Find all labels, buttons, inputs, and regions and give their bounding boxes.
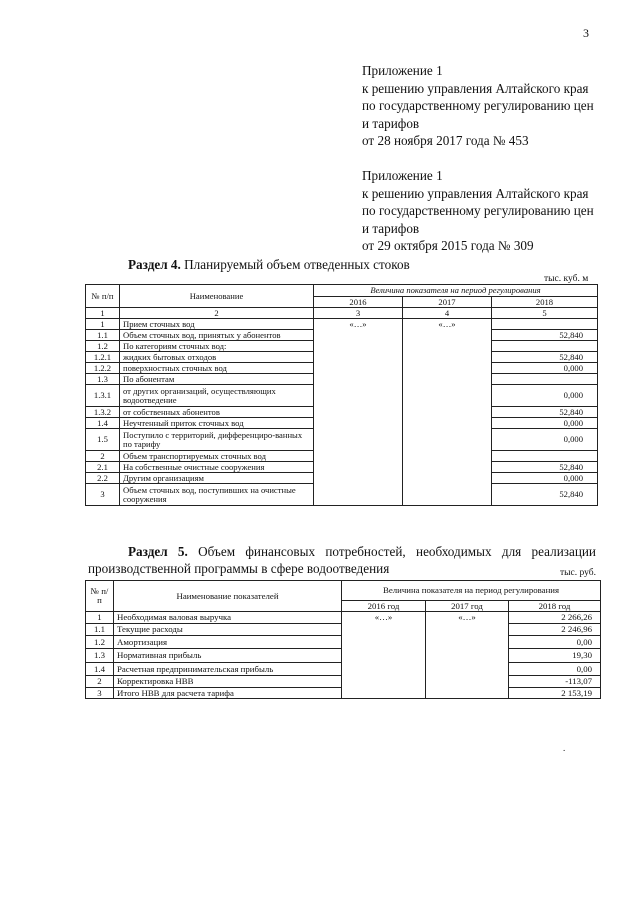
value-2016 [314,352,403,363]
row-name: Нормативная прибыль [114,649,342,663]
row-number: 1.3 [86,374,120,385]
value-2017 [403,429,492,451]
row-name: Объем транспортируемых сточных вод [120,451,314,462]
section5-title [88,543,596,577]
appendix-line: и тарифов [362,115,420,131]
table-row [86,451,598,462]
value-2018: 52,840 [492,462,598,473]
section4-table [85,284,598,506]
header-name: Наименование [120,285,314,308]
table-row [86,374,598,385]
table-row [86,330,598,341]
value-2016 [314,473,403,484]
row-number: 1.2 [86,636,114,649]
table-row [86,676,601,688]
value-2018 [492,341,598,352]
row-name: Расчетная предпринимательская прибыль [114,663,342,676]
value-2018: 0,00 [509,663,601,676]
column-number: 5 [492,308,598,319]
value-2017 [403,451,492,462]
value-2017 [426,688,509,699]
row-number: 2.1 [86,462,120,473]
value-2018: 52,840 [492,484,598,506]
value-2017 [403,407,492,418]
section4-unit: тыс. куб. м [544,274,589,284]
row-name: поверхностных сточных вод [120,363,314,374]
appendix-current [362,62,594,150]
appendix-line: от 29 октября 2015 года № 309 [362,238,534,253]
value-2017 [426,636,509,649]
row-number: 1.5 [86,429,120,451]
value-2018: -113,07 [509,676,601,688]
header-year: 2016 [314,297,403,308]
appendix-line: и тарифов [362,220,420,236]
row-number: 2 [86,676,114,688]
table-row [86,473,598,484]
row-name: На собственные очистные сооружения [120,462,314,473]
row-number: 1.2 [86,341,120,352]
appendix-line: по государственному регулированию цен [362,203,594,218]
value-2018 [492,451,598,462]
row-number: 1.1 [86,330,120,341]
section4-title [128,257,410,273]
value-2016 [342,624,426,636]
value-2016 [342,636,426,649]
appendix-line: по государственному регулированию цен [362,98,594,113]
header-year: 2018 год [509,601,601,612]
header-period: Величина показателя на период регулирования [314,285,598,297]
value-2018: 0,000 [492,473,598,484]
value-2016 [314,385,403,407]
row-name: от собственных абонентов [120,407,314,418]
table-row [86,341,598,352]
section5-title-text: Объем финансовых потребностей, необходимых для реализации производственной программы в сфере водоотведения [88,544,596,576]
row-number: 1 [86,612,114,624]
value-2017 [403,352,492,363]
column-number: 1 [86,308,120,319]
row-number: 2.2 [86,473,120,484]
column-number: 2 [120,308,314,319]
value-2018: 2 153,19 [509,688,601,699]
table-row [86,636,601,649]
value-2016 [314,407,403,418]
row-name: жидких бытовых отходов [120,352,314,363]
value-2018: 0,000 [492,363,598,374]
value-2017 [403,484,492,506]
table-row [86,649,601,663]
header-name: Наименование показателей [114,581,342,612]
header-num: № п/п [86,285,120,308]
appendix-line: Приложение 1 [362,63,443,78]
value-2016 [342,688,426,699]
table-row [86,612,601,624]
value-2016 [314,341,403,352]
value-2018: 0,000 [492,418,598,429]
row-name: Поступило с территорий, дифференциро-ванных по тарифу [120,429,314,451]
table-row [86,363,598,374]
row-name: Объем сточных вод, принятых у абонентов [120,330,314,341]
value-2017 [403,418,492,429]
row-name: Прием сточных вод [120,319,314,330]
row-number: 1.2.1 [86,352,120,363]
appendix-previous [362,167,594,255]
value-2016 [314,418,403,429]
value-2016 [342,649,426,663]
appendix-line: к решению управления Алтайского края [362,80,589,96]
table-row [86,385,598,407]
row-name: По категориям сточных вод: [120,341,314,352]
value-2018: 52,840 [492,407,598,418]
table-row [86,462,598,473]
table-row [86,429,598,451]
value-2017: «…» [426,612,509,624]
table-row [86,624,601,636]
row-name: Текущие расходы [114,624,342,636]
row-name: Необходимая валовая выручка [114,612,342,624]
row-number: 1.4 [86,663,114,676]
header-year: 2016 год [342,601,426,612]
row-name: Другим организациям [120,473,314,484]
appendix-line: к решению управления Алтайского края [362,185,589,201]
row-name: Амортизация [114,636,342,649]
row-name: По абонентам [120,374,314,385]
value-2017 [403,330,492,341]
value-2018: 0,00 [509,636,601,649]
value-2016 [342,676,426,688]
row-number: 2 [86,451,120,462]
header-period: Величина показателя на период регулирования [342,581,601,601]
table-row [86,352,598,363]
value-2018: 52,840 [492,330,598,341]
table-row [86,663,601,676]
row-name: от других организаций, осуществляющих водоотведение [120,385,314,407]
value-2016 [342,663,426,676]
row-name: Корректировка НВВ [114,676,342,688]
value-2018 [492,374,598,385]
appendix-line: Приложение 1 [362,168,443,183]
header-num: № п/п [86,581,114,612]
section4-title-text: Планируемый объем отведенных стоков [180,257,410,272]
section5-unit: тыс. руб. [560,568,596,578]
value-2017 [426,624,509,636]
value-2017 [426,663,509,676]
value-2017 [403,374,492,385]
table-row [86,688,601,699]
row-number: 1 [86,319,120,330]
value-2016 [314,363,403,374]
row-number: 1.3 [86,649,114,663]
row-number: 1.1 [86,624,114,636]
value-2018: 0,000 [492,429,598,451]
row-number: 3 [86,688,114,699]
value-2017 [426,649,509,663]
section5-title-number: Раздел 5. [128,544,188,559]
value-2018: 2 246,96 [509,624,601,636]
value-2016: «…» [314,319,403,330]
row-number: 1.2.2 [86,363,120,374]
column-number: 4 [403,308,492,319]
header-year: 2018 [492,297,598,308]
value-2017 [403,473,492,484]
row-number: 3 [86,484,120,506]
value-2017 [403,385,492,407]
value-2018: 52,840 [492,352,598,363]
value-2016 [314,429,403,451]
value-2018 [492,319,598,330]
row-name: Итого НВВ для расчета тарифа [114,688,342,699]
header-year: 2017 [403,297,492,308]
table-row [86,484,598,506]
appendix-line: от 28 ноября 2017 года № 453 [362,133,529,148]
value-2016 [314,462,403,473]
column-number: 3 [314,308,403,319]
section4-title-number: Раздел 4. [128,257,181,272]
value-2016 [314,451,403,462]
value-2017 [403,462,492,473]
row-name: Объем сточных вод, поступивших на очистные сооружения [120,484,314,506]
value-2017 [426,676,509,688]
value-2018: 0,000 [492,385,598,407]
table-row [86,418,598,429]
table-row [86,407,598,418]
value-2016 [314,484,403,506]
table-row [86,319,598,330]
value-2017 [403,341,492,352]
value-2017 [403,363,492,374]
value-2016 [314,330,403,341]
row-name: Неучтенный приток сточных вод [120,418,314,429]
page-number: 3 [583,26,589,40]
value-2017: «…» [403,319,492,330]
header-year: 2017 год [426,601,509,612]
row-number: 1.3.1 [86,385,120,407]
section5-table [85,580,601,699]
row-number: 1.4 [86,418,120,429]
value-2018: 2 266,26 [509,612,601,624]
footer-mark: . [563,743,566,753]
value-2018: 19,30 [509,649,601,663]
value-2016: «…» [342,612,426,624]
row-number: 1.3.2 [86,407,120,418]
value-2016 [314,374,403,385]
